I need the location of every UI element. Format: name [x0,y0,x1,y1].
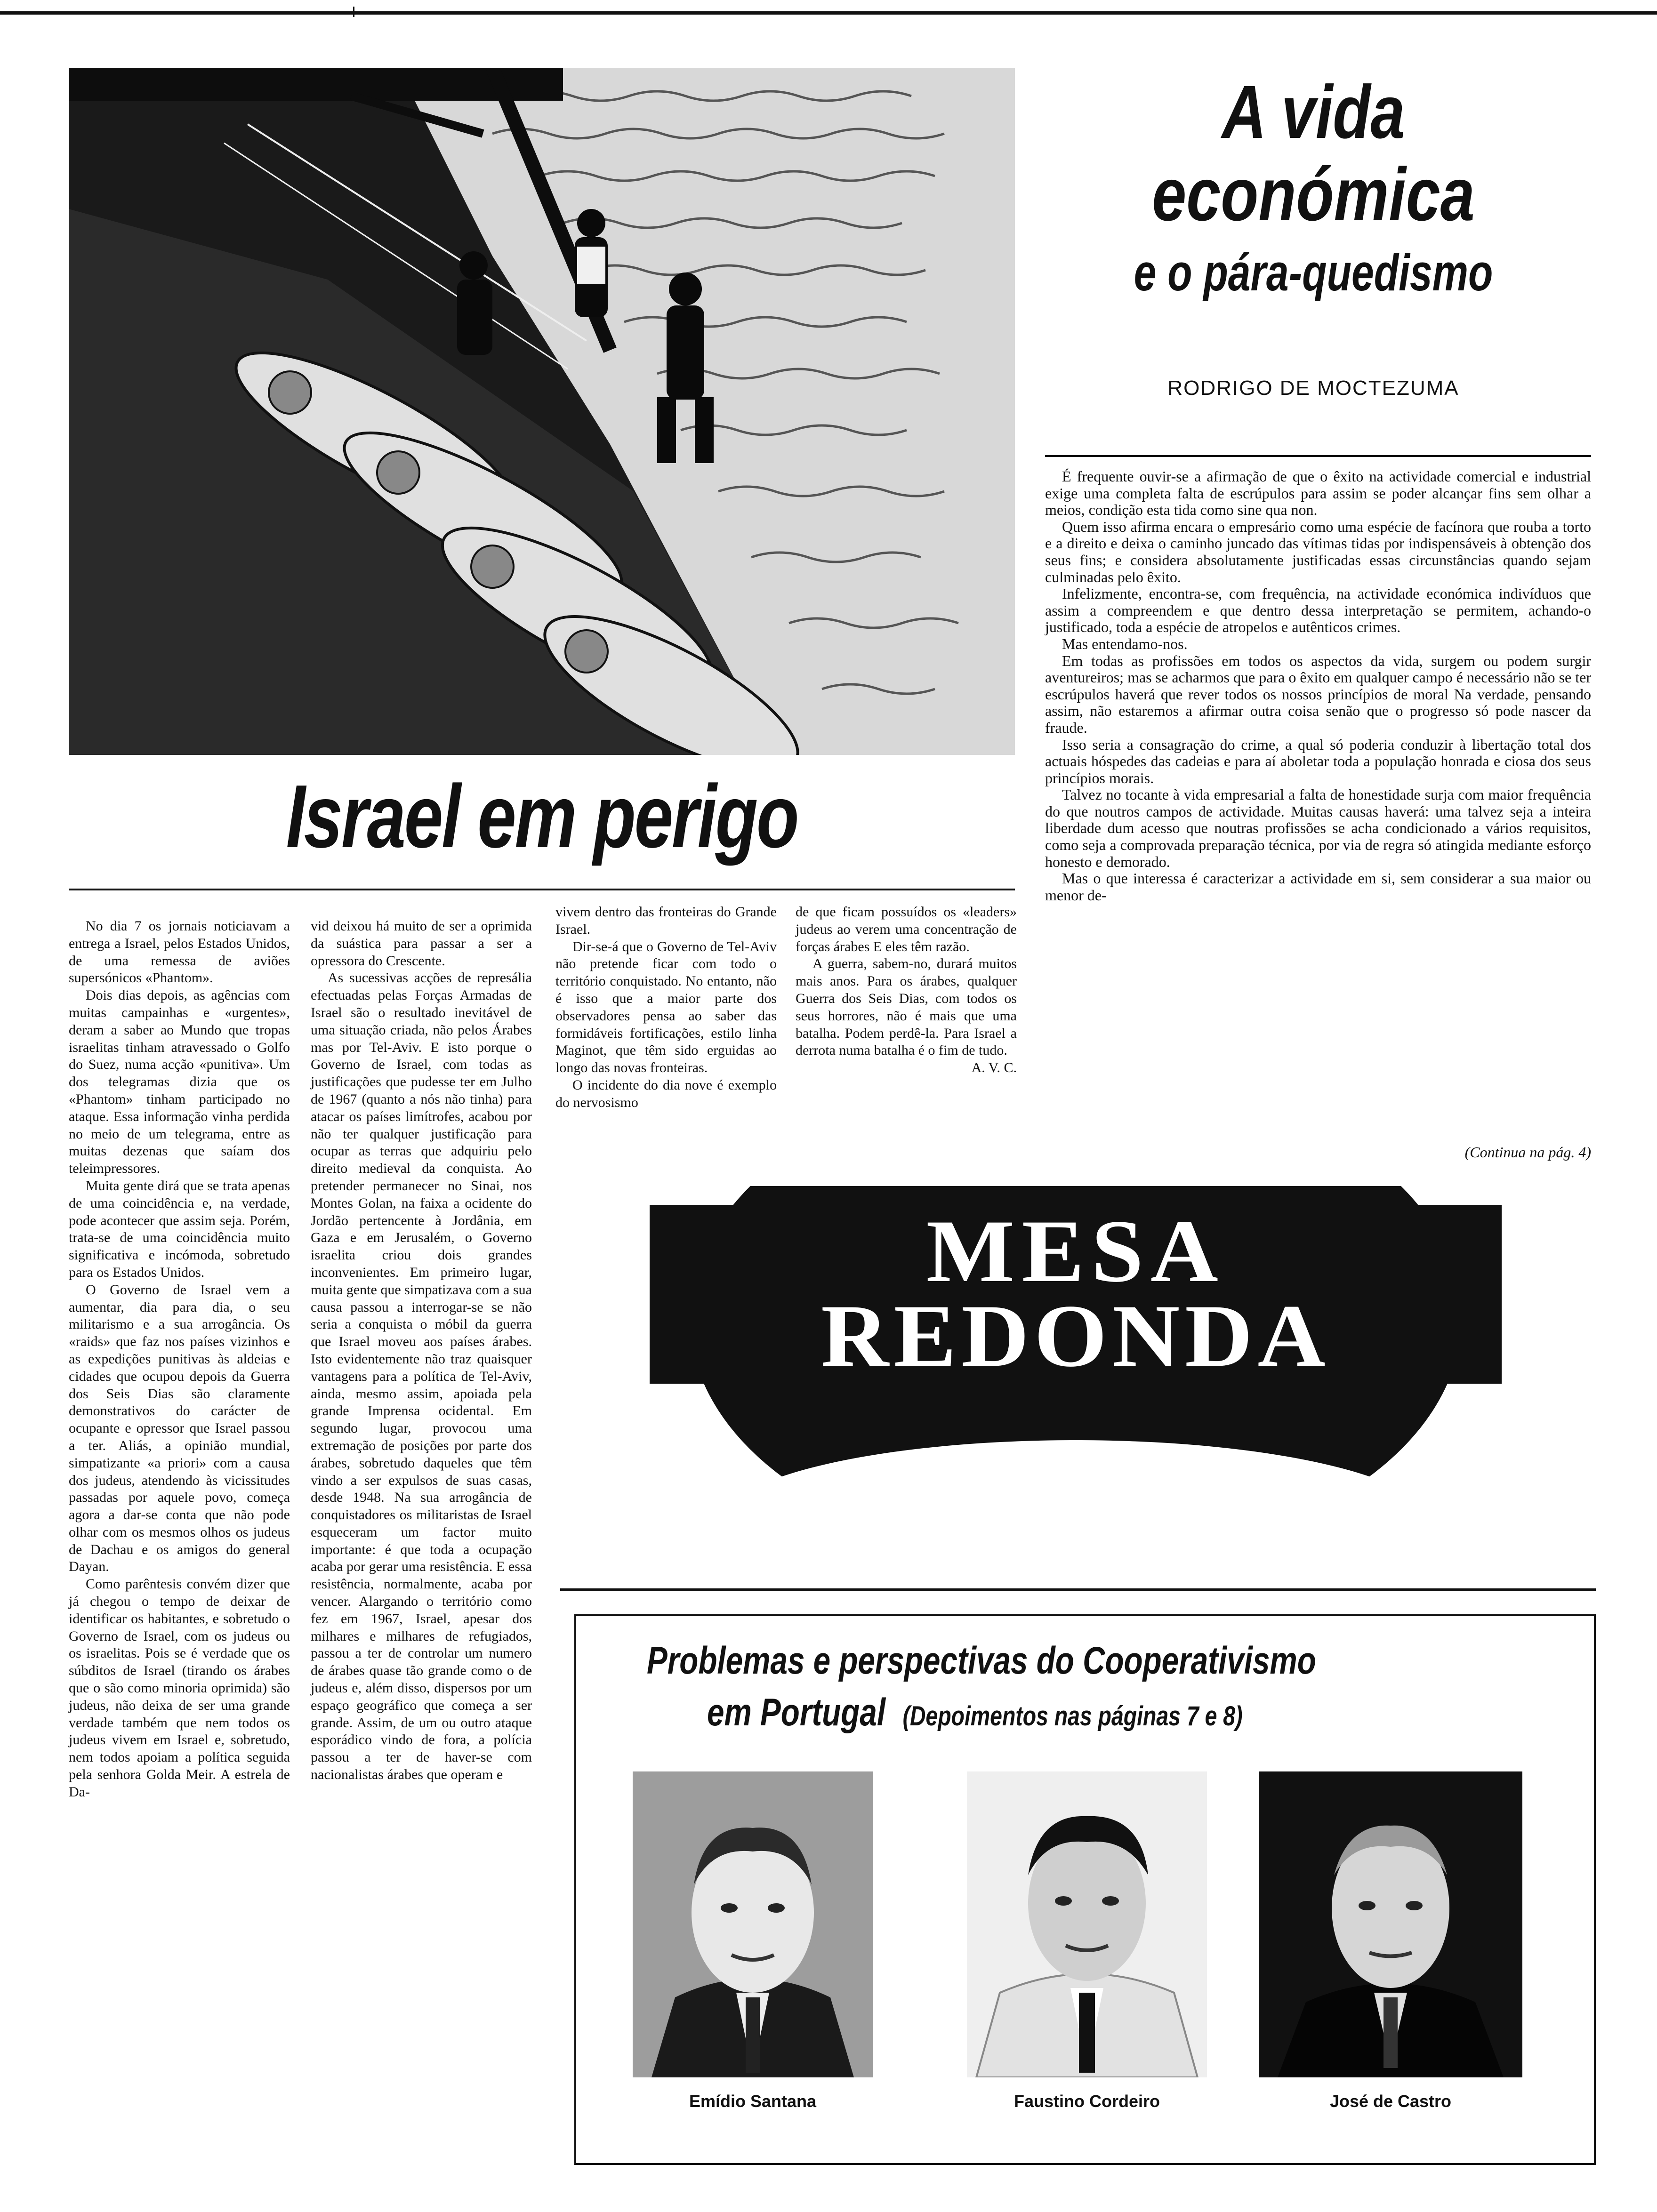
paragraph: No dia 7 os jornais noticiavam a entrega a Israel, pelos Estados Unidos, de uma remessa de aviões supersónicos «Phantom». [69,918,290,986]
paragraph: O incidente do dia nove é exemplo do nervosismo [555,1077,777,1110]
portrait-illustration [967,1771,1207,2077]
continuation-note: (Continua na pág. 4) [1464,1144,1591,1161]
mesa-title-line-1: MESA [926,1202,1225,1301]
israel-headline: Israel em perigo [286,767,798,866]
paragraph: A guerra, sabem-no, durará muitos mais anos. Para os árabes, qualquer Guerra dos Seis Dias, com todos os seus horrores, não é mais que uma batalha. Podem perdê-la. Para Israel a derrota numa batalha é o fim de tudo. [796,956,1017,1058]
paragraph: Mas entendamo-nos. [1062,635,1188,652]
section-rule [560,1588,1596,1591]
cooperativismo-title [647,1635,1541,1742]
paragraph: Como parêntesis convém dizer que já chegou o tempo de deixar de identificar os habitantes, e sobretudo o Governo de Israel, com os judeus ou os israelitas. Pois se é verdade que os súbditos de Israel (tirando os árabes que o são como minoria oprimida) são judeus, não deixa de ser uma grande verdade também que nem todos os judeus vivem em Israel e, sobretudo, nem todos apoiam a política seguida pela senhora Golda Meir. A estrela de Da- [69,1576,290,1800]
article-title [1036,71,1591,306]
israel-column-2 [311,918,532,1784]
paragraph: Muita gente dirá que se trata apenas de uma coincidência e, na verdade, pode acontecer que assim seja. Porém, trata-se de uma coincidência muito significativa e incómoda, sobretudo para os Estados Unidos. [69,1178,290,1280]
article-title-line-2: económica [1152,152,1475,236]
portrait-faustino-cordeiro [967,1771,1207,2077]
portrait-illustration [633,1771,873,2077]
article-byline: RODRIGO DE MOCTEZUMA [1167,377,1459,400]
israel-column-3 [555,904,777,1112]
paragraph: vid deixou há muito de ser a oprimida da suástica para passar a ser a opressora do Crescente. [311,918,532,969]
portrait-jose-de-castro [1259,1771,1522,2077]
headline-rule [69,889,1015,890]
paragraph: As sucessivas acções de represália efectuadas pelas Forças Armadas de Israel são o resultado inevitável de uma situação criada, não pelos Árabes mas por Tel-Aviv. E isto porque o Governo de Israel, com todas as justificações que pudesse ter em Julho de 1967 (quanto a nós não tinha) para atacar os países limítrofes, acabou por não ter qualquer justificação para ocupar as terras que adquiriu pelo direito medieval da conquista. Ao pretender permanecer no Sinai, nos Montes Golan, na faixa a ocidente do Jordão pertencente à Jordânia, em Gaza e em Jerusalém, o Governo israelita criou dois grandes inconvenientes. Em primeiro lugar, muita gente que simpatizava com a sua causa passou a interrogar-se se não seria a conquista o móbil da guerra que Israel moveu aos países árabes. Isto evidentemente não traz quaisquer vantagens para a política de Tel-Aviv, ainda, mesmo assim, apoiada pela grande Imprensa ocidental. Em segundo lugar, provocou uma extremação de posições por parte dos árabes, sobretudo daqueles que têm vindo a ser expulsos de suas casas, desde 1948. Na sua arrogância de conquistadores os militaristas de Israel esqueceram um factor muito importante: é que toda a ocupação acaba por gerar uma resistência. E essa resistência, normalmente, acaba por vencer. Alargando o território como fez em 1967, Israel, apesar dos milhares e milhares de refugiados, passou a ter de controlar um numero de árabes quase tão grande como o de judeus e, além disso, dispersos por um espaço geográfico que começa a ser grande. Assim, de um ou outro ataque esporádico vindo de fora, a polícia passou a ter de haver-se com nacionalistas árabes que operam e [311,970,532,1783]
israel-column-4 [796,904,1017,1077]
paragraph: O Governo de Israel vem a aumentar, dia para dia, o seu militarismo e a sua arrogância. Os «raids» que faz nos países vizinhos e as expedições punitivas às aldeias e cidades que ocupou depois da Guerra dos Seis Dias são claramente demonstrativos do carácter de ocupante e opressor que Israel passou a ter. Aliás, a opinião mundial, simpatizante «a priori» com a causa dos judeus, atendendo às vicissitudes passadas por aquele povo, começa agora a dar-se conta que não pode olhar com os mesmos olhos os judeus de Dachau e os amigos do general Dayan. [69,1282,290,1575]
paragraph: Mas o que interessa é caracterizar a actividade em si, sem considerar a sua maior ou menor de- [1045,870,1591,904]
coop-title-line-2: em Portugal [707,1691,886,1734]
paragraph: Talvez no tocante à vida empresarial a falta de honestidade surja com maior frequência do que noutros campos de actividade. Muitas causas haverá: uma talvez seja a inteira liberdade dum acesso que noutras profissões se acha condicionado a vários requisitos, como seja a comprovada preparação técnica, por via de regra só atingida mediante esforço honesto e demorado. [1045,786,1591,870]
paragraph: Infelizmente, encontra-se, com frequência, na actividade económica indivíduos que assim a compreendem e que dentro dessa interpretação se permitem, achando-o justificado, toda a espécie de atropelos e autênticos crimes. [1045,585,1591,636]
person-name-2: Faustino Cordeiro [1014,2092,1160,2111]
paragraph: Quem isso afirma encara o empresário como uma espécie de facínora que rouba a torto e a direito e deixa o caminho juncado das vítimas tidas por indispensáveis à obtenção dos seus fins; e considera absolutamente justificadas essas circunstâncias quando sejam culminadas pelo êxito. [1045,518,1591,585]
article-title-line-3: e o pára-quedismo [1134,244,1493,302]
ship-deck-photo [69,68,1015,755]
mesa-redonda-banner [565,1186,1586,1563]
article-title-line-1: A vida [1222,70,1405,154]
cooperativismo-box [574,1614,1596,2165]
paragraph: Dir-se-á que o Governo de Tel-Aviv não pretende ficar com todo o território conquistado. No entanto, não é isso que a maior parte dos observadores pensa ao saber das formidáveis fortificações, estilo linha Maginot, que têm sido erguidas ao longo das novas fronteiras. [555,938,777,1076]
top-rule [0,11,1657,15]
ship-deck-illustration [69,68,1015,755]
person-name-3: José de Castro [1329,2092,1452,2111]
paragraph: de que ficam possuídos os «leaders» judeus ao verem uma concentração de forças árabes E eles têm razão. [796,904,1017,954]
signature: A. V. C. [971,1060,1017,1076]
article-rule [1045,455,1591,457]
paragraph: Isso seria a consagração do crime, a qual só poderia conduzir à libertação total dos actuais hóspedes das cadeias e para aí aboletar toda a população honrada e ciosa dos seus princípios morais. [1045,736,1591,786]
top-tick-mark [353,7,354,17]
coop-subtitle: (Depoimentos nas páginas 7 e 8) [902,1701,1243,1731]
israel-column-1 [69,918,290,1801]
portrait-emidio-santana [633,1771,873,2077]
mesa-title-line-2: REDONDA [820,1287,1331,1386]
paragraph: vivem dentro das fronteiras do Grande Israel. [555,904,777,937]
person-name-1: Emídio Santana [689,2092,817,2111]
paragraph: É frequente ouvir-se a afirmação de que o êxito na actividade comercial e industrial exige uma completa falta de escrúpulos para assim se poder alcançar fins sem olhar a meios, condição esta tida como sine qua non. [1045,468,1591,519]
article-body [1045,468,1591,904]
coop-title-line-1: Problemas e perspectivas do Cooperativismo [647,1639,1316,1682]
paragraph: Dois dias depois, as agências com muitas campainhas e «urgentes», deram a saber ao Mundo que tropas israelitas tinham atravessado o Golfo do Suez, numa acção «punitiva». Um dos telegramas dizia que os «Phantom» tinham participado no ataque. Essa informação vinha perdida no meio de um telegrama, entre as muitas dezenas que saíam dos teleimpressores. [69,987,290,1177]
portrait-illustration [1259,1771,1522,2077]
paragraph: Em todas as profissões em todos os aspectos da vida, surgem ou podem surgir aventureiros; mas se acharmos que para o êxito em qualquer campo é necessário não se ter escrúpulos haverá que rever todos os nossos princípios de moral Na verdade, pensando assim, não estaremos a afirmar outra coisa senão que o progresso só pode nascer da fraude. [1045,652,1591,736]
